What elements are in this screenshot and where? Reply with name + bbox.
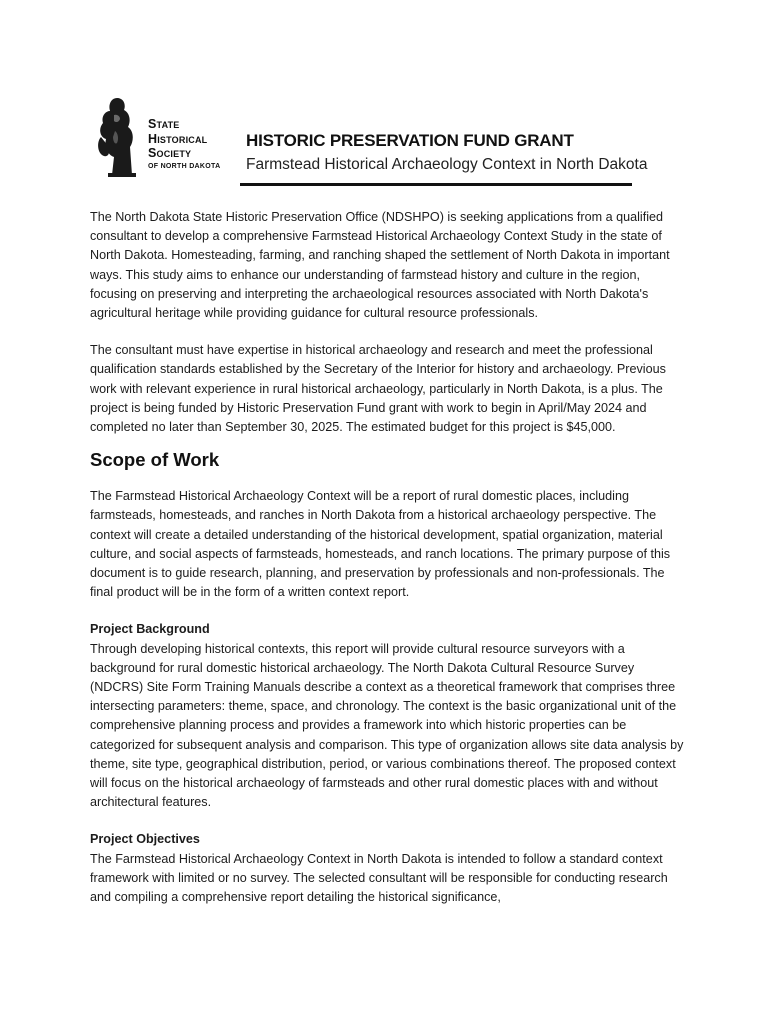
intro-paragraph-1: The North Dakota State Historic Preservation Office (NDSHPO) is seeking applications from a qualified consultant to develop a comprehensive Farmstead Historical Archaeology Context Study in the state of North Dakota. Homesteading, farming, and ranching shaped the settlement of North Dakota in important ways. This study aims to enhance our understanding of farmstead history and culture in the region, focusing on preserving and interpreting the archaeological resources associated with North Dakota's agricultural heritage while providing guidance for cultural resource professionals. (90, 210, 670, 321)
logo-line-of-north-dakota: OF NORTH DAKOTA (148, 162, 221, 170)
document-body (90, 208, 686, 907)
logo-wordmark (148, 117, 220, 171)
pioneer-statue-icon (90, 95, 146, 177)
logo-line-state: State (148, 117, 180, 131)
project-background-paragraph: Through developing historical contexts, this report will provide cultural resource surveyors with a background for rural domestic historical archaeology. The North Dakota Cultural Resource Survey (NDCRS) Site Form Training Manuals describe a context as a theoretical framework that comprises three intersecting parameters: theme, space, and chronology. The context is the basic organizational unit of the comprehensive planning process and provides a framework into which historic properties can be categorized for subsequent analysis and comparison. This type of organization allows site data analysis by theme, site type, geographical distribution, period, or various combinations thereof. The proposed context will focus on the historical archaeology of farmsteads and other rural domestic places with and without architectural features. (90, 641, 684, 810)
state-historical-society-logo (90, 95, 230, 180)
title-divider (240, 183, 632, 186)
document-subtitle: Farmstead Historical Archaeology Context in North Dakota (246, 156, 648, 173)
intro-paragraph-2: The consultant must have expertise in historical archaeology and research and meet the professional qualification standards established by the Secretary of the Interior for history and archaeology. Previous work with relevant experience in rural historical archaeology, particularly in North Dakota, is a plus. The project is being funded by Historic Preservation Fund grant with work to begin in April/May 2024 and completed no later than September 30, 2025. The estimated budget for this project is $45,000. (90, 343, 666, 435)
project-objectives-paragraph: The Farmstead Historical Archaeology Context in North Dakota is intended to follow a standard context framework with limited or no survey. The selected consultant will be responsible for conducting research and compiling a comprehensive report detailing the historical significance, (90, 851, 668, 905)
project-background-heading: Project Background (90, 622, 210, 637)
document-title: HISTORIC PRESERVATION FUND GRANT (246, 131, 574, 150)
scope-of-work-heading: Scope of Work (90, 449, 220, 471)
logo-line-society: Society (148, 146, 192, 160)
scope-of-work-paragraph: The Farmstead Historical Archaeology Context will be a report of rural domestic places, including farmsteads, homesteads, and ranches in North Dakota from a historical archaeology perspective. The context will create a detailed understanding of the historical development, spatial organization, material culture, and social aspects of farmsteads, homesteads, and ranch locations. The primary purpose of this document is to guide research, planning, and preservation by professionals and non-professionals. The final product will be in the form of a written context report. (90, 489, 671, 600)
logo-line-historical: Historical (148, 131, 208, 146)
project-objectives-heading: Project Objectives (90, 832, 200, 847)
